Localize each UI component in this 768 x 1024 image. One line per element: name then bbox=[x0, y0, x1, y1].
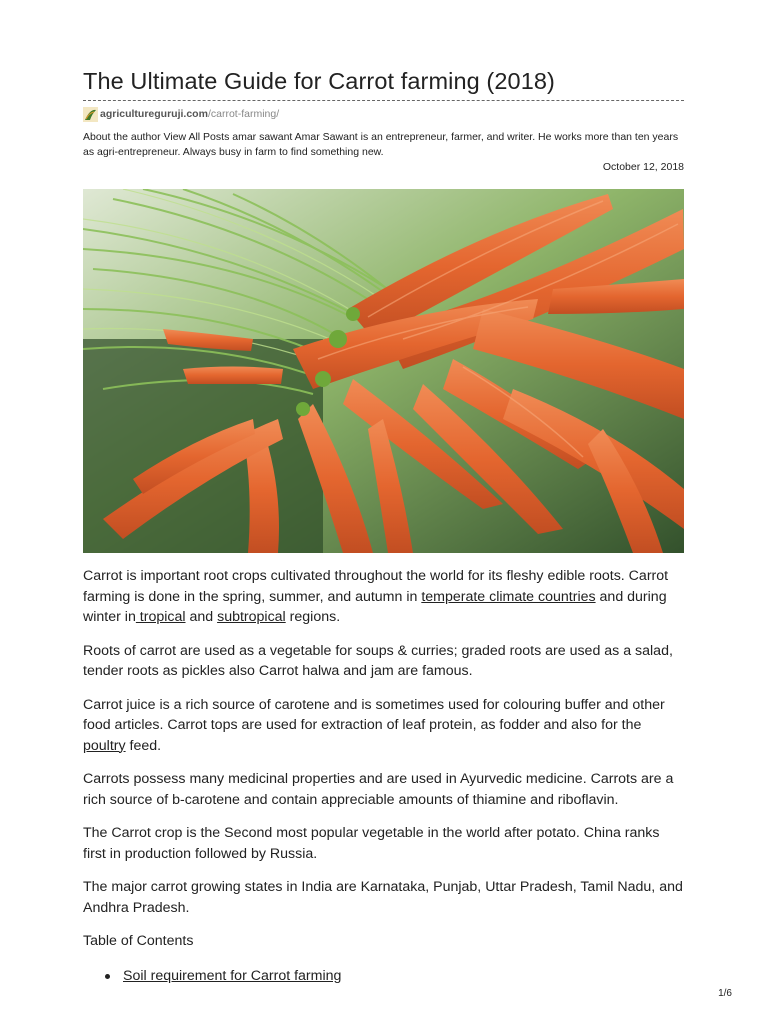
list-item bbox=[105, 966, 684, 987]
author-blurb: About the author View All Posts amar sawant Amar Sawant is an entrepreneur, farmer, and writer. He works more than ten years as agri-entrepreneur. Always busy in farm to find something new. bbox=[83, 131, 679, 158]
tropical-link[interactable]: tropical bbox=[135, 609, 186, 625]
article-body bbox=[83, 566, 684, 986]
site-logo-icon bbox=[83, 107, 98, 122]
carrots-photo bbox=[83, 189, 684, 553]
paragraph: Roots of carrot are used as a vegetable for soups & curries; graded roots are used as a salad, tender roots as pickles also Carrot halwa and jam are famous. bbox=[83, 642, 673, 679]
publish-date: October 12, 2018 bbox=[602, 161, 684, 173]
paragraph: Carrot is important root crops cultivated throughout the world for its fleshy edible roots. Carrot farming is done in the spring, summer, and autumn in temperate climate countries and during winter in tropical and subtropical regions. bbox=[83, 568, 669, 625]
toc-link-soil[interactable]: Soil requirement for Carrot farming bbox=[123, 967, 342, 984]
toc-heading: Table of Contents bbox=[83, 933, 194, 949]
page-title: The Ultimate Guide for Carrot farming (2018) bbox=[83, 68, 555, 94]
paragraph: The Carrot crop is the Second most popular vegetable in the world after potato. China ranks first in production followed by Russia. bbox=[83, 825, 660, 862]
paragraph: Carrots possess many medicinal properties and are used in Ayurvedic medicine. Carrots are a rich source of b-carotene and contain appreciable amounts of thiamine and riboflavin. bbox=[83, 771, 674, 808]
title-divider bbox=[83, 100, 684, 103]
source-domain-link[interactable]: agricultureguruji.com bbox=[100, 108, 208, 120]
source-line bbox=[83, 106, 279, 122]
paragraph: The major carrot growing states in India are Karnataka, Punjab, Uttar Pradesh, Tamil Nadu, and Andhra Pradesh. bbox=[83, 879, 683, 916]
subtropical-link[interactable]: subtropical bbox=[217, 609, 286, 625]
page-number: 1/6 bbox=[718, 988, 732, 999]
poultry-link[interactable]: poultry bbox=[83, 737, 126, 754]
toc-list bbox=[83, 966, 684, 987]
paragraph: Carrot juice is a rich source of carotene and is sometimes used for colouring buffer and other food articles. Carrot tops are used for extraction of leaf protein, as fodder and also for the poultry feed. bbox=[83, 696, 665, 754]
source-path: /carrot-farming/ bbox=[207, 108, 280, 120]
temperate-climate-link[interactable]: temperate climate countries bbox=[421, 588, 596, 605]
